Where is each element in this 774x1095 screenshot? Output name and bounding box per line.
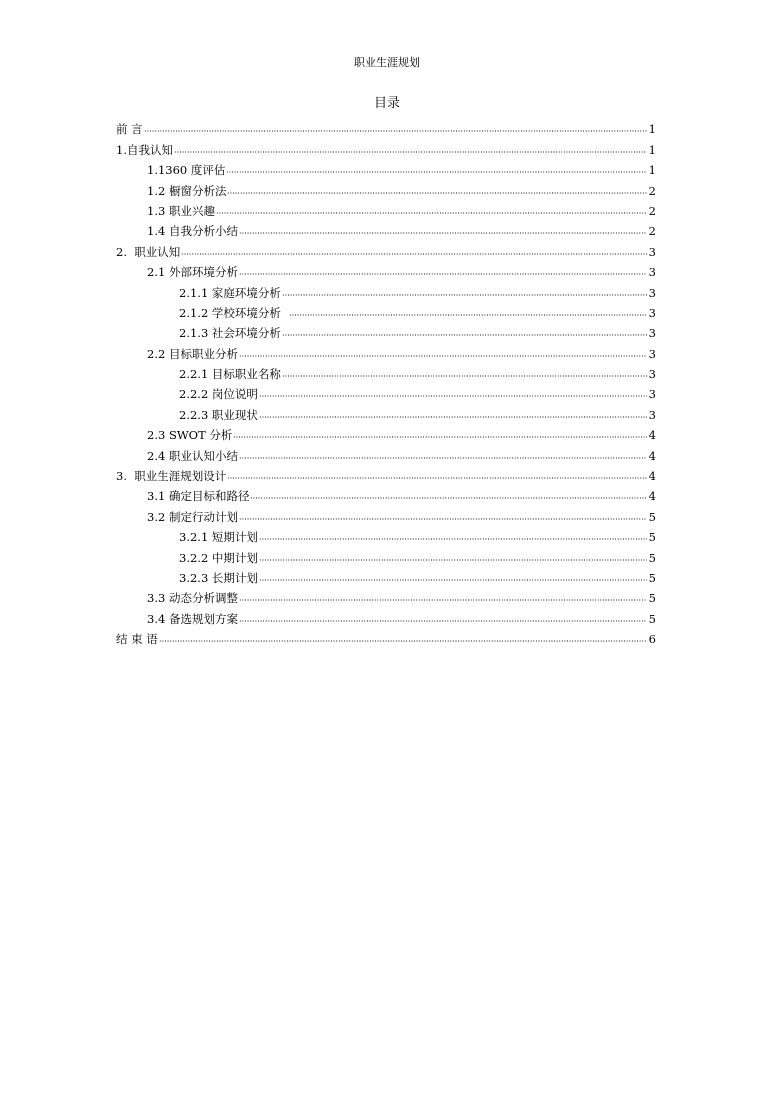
toc-dot-leader [239,272,647,276]
toc-entry-label: 2.2.2 岗位说明 [179,387,258,402]
toc-entry-label: 2.2.3 职业现状 [179,407,258,422]
toc-entry-label: 2.1.2 学校环境分析 [179,305,289,320]
toc-dot-leader [289,313,647,317]
toc-entry[interactable] [0,442,774,462]
toc-entry-page-number: 3 [648,285,656,300]
toc-entry-page-number: 5 [648,509,656,524]
toc-entry-page-number: 3 [648,305,656,320]
toc-entry-label: 2.2 目标职业分析 [147,346,238,361]
toc-entry[interactable] [0,524,774,544]
toc-entry[interactable] [0,605,774,625]
toc-entry[interactable] [0,483,774,503]
toc-dot-leader [227,476,647,480]
toc-entry-page-number: 5 [648,570,656,585]
toc-entry[interactable] [0,177,774,197]
toc-entry-page-number: 4 [648,469,656,484]
toc-entry-page-number: 2 [648,183,656,198]
toc-entry[interactable] [0,279,774,299]
toc-entry-page-number: 5 [648,611,656,626]
toc-dot-leader [159,639,647,643]
toc-entry[interactable] [0,300,774,320]
toc-entry-label: 3.1 确定目标和路径 [147,489,250,504]
toc-entry-page-number: 4 [648,448,656,463]
toc-entry[interactable] [0,401,774,421]
toc-dot-leader [259,578,647,582]
toc-dot-leader [233,435,647,439]
toc-entry-page-number: 4 [648,428,656,443]
toc-entry-label: 3.2.1 短期计划 [179,530,258,545]
toc-entry-page-number: 1 [648,122,656,137]
toc-entry[interactable] [0,463,774,483]
toc-entry[interactable] [0,565,774,585]
toc-dot-leader [239,517,647,521]
toc-entry-label: 2.4 职业认知小结 [147,448,238,463]
toc-entry-label: 1.4 自我分析小结 [147,224,238,239]
toc-dot-leader [259,394,647,398]
toc-entry[interactable] [0,585,774,605]
toc-dot-leader [259,415,647,419]
toc-entry-label: 1.自我认知 [116,142,173,157]
toc-title: 目录 [373,96,400,111]
toc-dot-leader [227,191,647,195]
toc-entry-label: 2.1 外部环境分析 [147,265,238,280]
toc-entry[interactable] [0,544,774,564]
toc-entry[interactable] [0,116,774,136]
toc-entry-page-number: 2 [648,224,656,239]
toc-dot-leader [282,333,647,337]
toc-dot-leader [226,170,647,174]
toc-entry-label: 1.3 职业兴趣 [147,203,215,218]
toc-entry[interactable] [0,381,774,401]
toc-entry-page-number: 5 [648,550,656,565]
toc-entry-page-number: 3 [648,244,656,259]
toc-entry-label: 3.2.3 长期计划 [179,570,258,585]
toc-entry-label: 2.1.1 家庭环境分析 [179,285,281,300]
toc-entry[interactable] [0,238,774,258]
toc-dot-leader [259,558,647,562]
toc-entry-label: 3.2.2 中期计划 [179,550,258,565]
toc-entry-page-number: 6 [648,632,656,647]
toc-dot-leader [282,293,647,297]
toc-entry-page-number: 4 [648,489,656,504]
toc-entry-label: 3.3 动态分析调整 [147,591,238,606]
toc-dot-leader [181,252,647,256]
toc-dot-leader [239,619,647,623]
toc-entry[interactable] [0,320,774,340]
toc-dot-leader [144,129,647,133]
toc-entry-page-number: 3 [648,387,656,402]
toc-dot-leader [239,231,647,235]
toc-entry-label: 2.1.3 社会环境分析 [179,326,281,341]
toc-dot-leader [250,496,647,500]
toc-entry-page-number: 3 [648,367,656,382]
toc-entry-page-number: 2 [648,203,656,218]
toc-dot-leader [174,150,647,154]
toc-entry[interactable] [0,340,774,360]
toc-entry-label: 2.2.1 目标职业名称 [179,367,281,382]
toc-dot-leader [239,598,647,602]
toc-entry[interactable] [0,422,774,442]
toc-entry[interactable] [0,503,774,523]
toc-entry-label: 2. 职业认知 [116,244,181,259]
toc-entry-label: 3.2 制定行动计划 [147,509,238,524]
table-of-contents [0,116,774,646]
toc-entry[interactable] [0,626,774,646]
toc-dot-leader [282,374,647,378]
toc-entry-label: 结 束 语 [116,632,158,647]
toc-entry-label: 3.4 备选规划方案 [147,611,238,626]
toc-entry[interactable] [0,198,774,218]
toc-dot-leader [239,354,647,358]
toc-entry[interactable] [0,259,774,279]
toc-entry-label: 3. 职业生涯规划设计 [116,469,227,484]
toc-entry-page-number: 3 [648,407,656,422]
toc-dot-leader [239,456,647,460]
toc-entry[interactable] [0,361,774,381]
toc-entry-page-number: 5 [648,591,656,606]
toc-dot-leader [216,211,647,215]
toc-entry-page-number: 1 [648,163,656,178]
toc-entry-label: 前 言 [116,122,143,137]
toc-entry-page-number: 3 [648,346,656,361]
toc-entry-label: 1.2 橱窗分析法 [147,183,227,198]
toc-entry-page-number: 1 [648,142,656,157]
toc-entry[interactable] [0,157,774,177]
toc-entry[interactable] [0,218,774,238]
toc-entry-label: 1.1360 度评估 [147,163,226,178]
toc-entry-label: 2.3 SWOT 分析 [147,428,233,443]
toc-dot-leader [259,537,647,541]
toc-entry-page-number: 3 [648,326,656,341]
toc-entry[interactable] [0,136,774,156]
toc-entry-page-number: 3 [648,265,656,280]
toc-entry-page-number: 5 [648,530,656,545]
page-running-header: 职业生涯规划 [354,56,420,69]
